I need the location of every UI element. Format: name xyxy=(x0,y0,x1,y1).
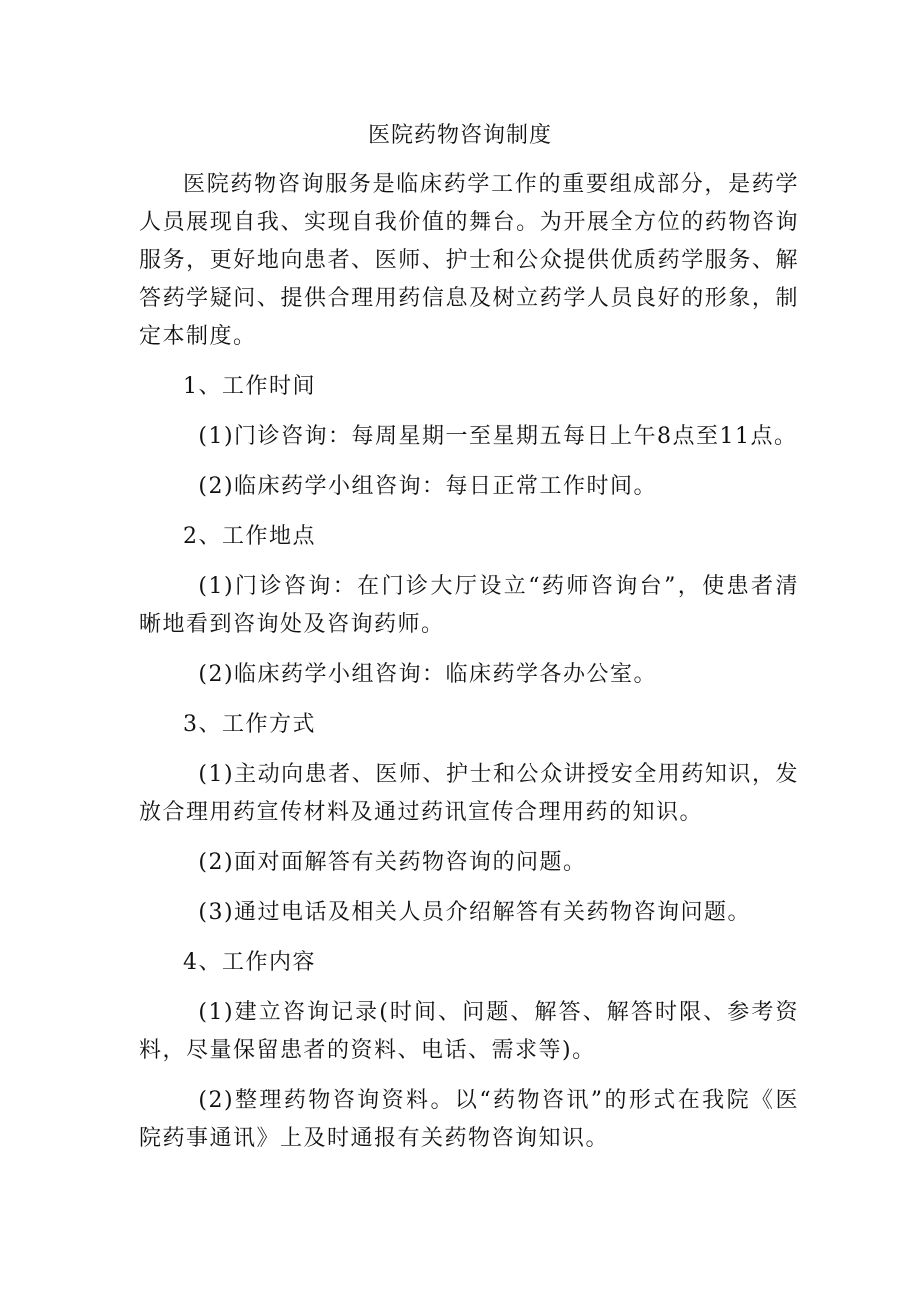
section-item: (2)临床药学小组咨询：每日正常工作时间。 xyxy=(198,474,658,499)
section-item: (2)整理药物咨询资料。以“药物咨讯”的形式在我院《医院药事通讯》上及时通报有关药物咨询知识。 xyxy=(139,1088,799,1151)
document-title: 医院药物咨询制度 xyxy=(367,123,552,148)
section-heading-work-method: 3、工作方式 xyxy=(183,712,316,737)
section-item: (1)建立咨询记录(时间、问题、解答、解答时限、参考资料，尽量保留患者的资料、电话、需求等)。 xyxy=(139,1000,799,1063)
section-item: (1)门诊咨询：在门诊大厅设立“药师咨询台”，使患者清晰地看到咨询处及咨询药师。 xyxy=(139,574,799,637)
section-item: (1)门诊咨询：每周星期一至星期五每日上午8点至11点。 xyxy=(198,424,798,449)
section-item: (2)面对面解答有关药物咨询的问题。 xyxy=(198,850,587,875)
section-item: (1)主动向患者、医师、护士和公众讲授安全用药知识，发放合理用药宣传材料及通过药讯宣传合理用药的知识。 xyxy=(139,762,799,825)
section-item: (2)临床药学小组咨询：临床药学各办公室。 xyxy=(198,662,658,687)
section-heading-work-time: 1、工作时间 xyxy=(183,374,316,399)
section-item: (3)通过电话及相关人员介绍解答有关药物咨询问题。 xyxy=(198,900,752,925)
document-body xyxy=(139,166,799,1170)
intro-paragraph: 医院药物咨询服务是临床药学工作的重要组成部分，是药学人员展现自我、实现自我价值的舞台。为开展全方位的药物咨询服务，更好地向患者、医师、护士和公众提供优质药学服务、解答药学疑问、提供合理用药信息及树立药学人员良好的形象，制定本制度。 xyxy=(139,172,799,349)
section-heading-work-content: 4、工作内容 xyxy=(183,950,316,975)
section-heading-work-location: 2、工作地点 xyxy=(183,524,316,549)
